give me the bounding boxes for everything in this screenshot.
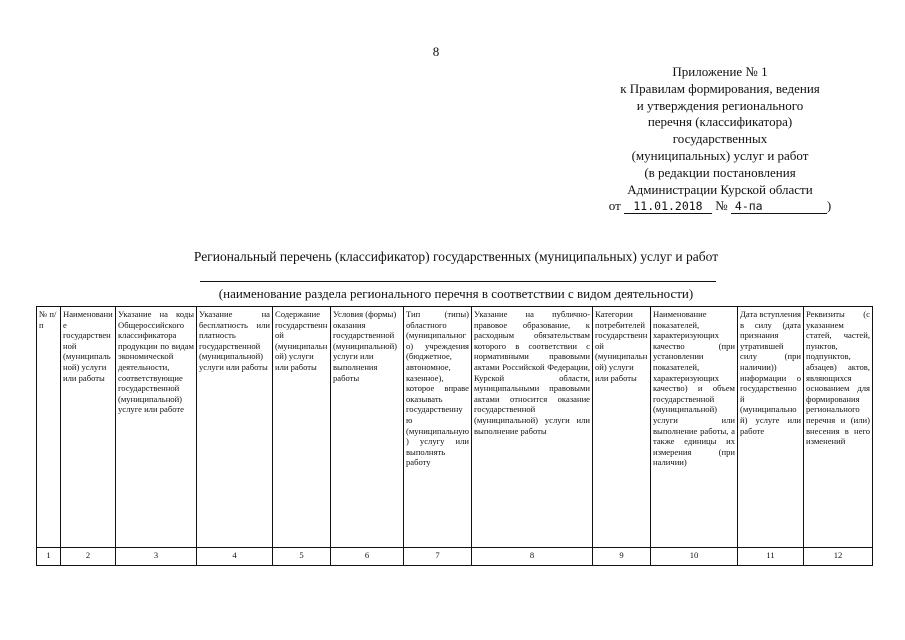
header-cell: Указание на коды Общероссийского классификатора продукции по видам экономической деятельности, соответствующие государственной (муниципальной) услуге или работе [116,307,197,548]
appendix-line: к Правилам формирования, ведения [620,80,820,96]
appendix-line: и утверждения регионального [636,97,804,113]
column-number: 6 [331,548,404,566]
header-cell: Наименование показателей, характеризующих качество (при установлении показателей, характеризующих качество) и объем государственной (муниципальной) услуги или выполнение работы, а также единицы их измерения (при наличии) [651,307,738,548]
header-cell: № п/п [37,307,61,548]
column-number: 3 [116,548,197,566]
header-cell: Реквизиты (с указанием статей, частей, пунктов, подпунктов, абзацев) актов, являющихся основанием для формирования регионального перечня и (или) внесения в него изменений [804,307,873,548]
column-number: 8 [472,548,593,566]
close-paren: ) [826,198,832,214]
header-cell: Дата вступления в силу (дата признания утратившей силу (при наличии)) информации о государственной (муниципальной) услуге или работе [738,307,804,548]
appendix-line: перечня (классификатора) [647,114,793,130]
decree-date: 11.01.2018 [624,199,712,214]
column-number: 12 [804,548,873,566]
appendix-reference [580,198,860,215]
page-number: 8 [432,44,440,59]
header-cell: Указание на публично-правовое образование, к расходным обязательствам которого в соответствии с нормативными правовыми актами Российской Федерации, Курской области, муниципальными правовыми актами относится оказание государственной (муниципальной) услуги или выполнение работы [472,307,593,548]
header-cell: Тип (типы) областного (муниципального) учреждения (бюджетное, автономное, казенное), которое вправе оказывать государственную (муниципальную) услугу или выполнять работу [404,307,472,548]
column-number: 11 [738,548,804,566]
appendix-line: Администрации Курской области [627,181,813,197]
column-number: 1 [37,548,61,566]
section-name-underline [200,281,716,282]
column-number: 2 [61,548,116,566]
from-label: от [608,198,621,214]
document-title: Региональный перечень (классификатор) государственных (муниципальных) услуг и работ [193,249,719,264]
column-number: 10 [651,548,738,566]
appendix-line: Приложение № 1 [672,64,768,79]
column-number: 7 [404,548,472,566]
column-number: 5 [273,548,331,566]
appendix-block [580,64,860,215]
header-cell: Указание на бесплатность или платность государственной (муниципальной) услуги или работы [197,307,273,548]
number-label: № [715,198,728,214]
header-cell: Условия (формы) оказания государственной (муниципальной) услуги или выполнения работы [331,307,404,548]
header-cell: Категории потребителей государственной (муниципальной) услуги или работы [593,307,651,548]
appendix-line: (в редакции постановления [644,164,796,180]
registry-table [36,306,873,566]
appendix-line: (муниципальных) услуг и работ [631,147,809,163]
header-cell: Наименование государственной (муниципальной) услуги или работы [61,307,116,548]
section-caption: (наименование раздела регионального перечня в соответствии с видом деятельности) [218,286,694,301]
column-number: 4 [197,548,273,566]
appendix-line: государственных [672,131,768,147]
header-cell: Содержание государственной (муниципальной) услуги или работы [273,307,331,548]
column-number-row [37,548,873,566]
table-header-row [37,307,873,548]
column-number: 9 [593,548,651,566]
decree-number: 4-па [731,199,827,214]
